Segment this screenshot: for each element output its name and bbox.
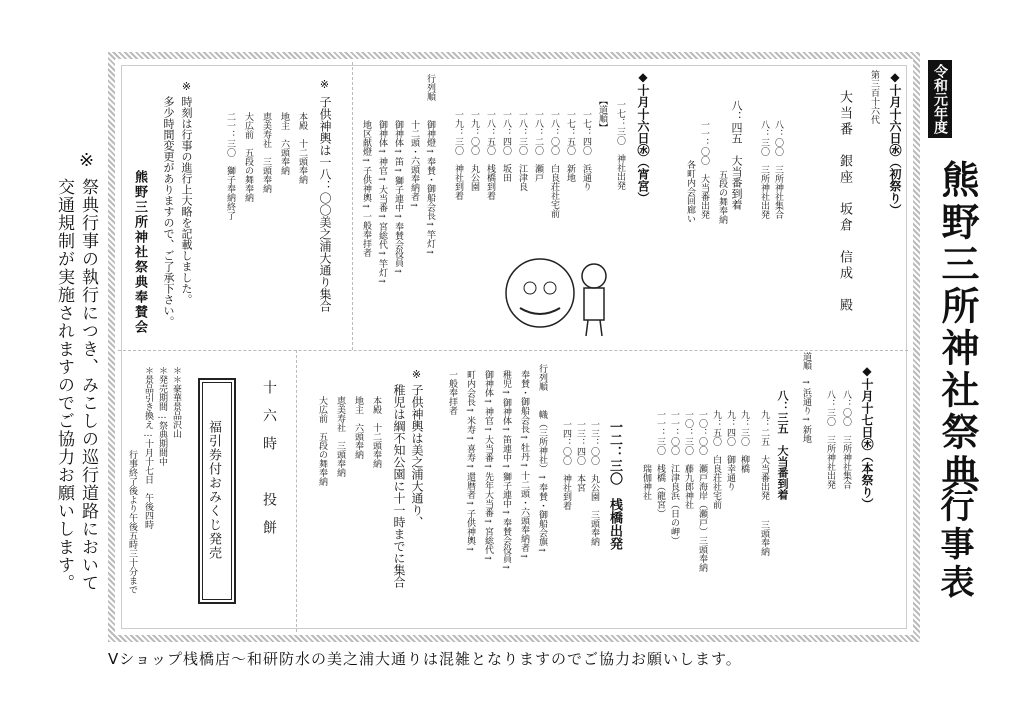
kids2-row-1: 地主 六頭奉納 [353,396,363,459]
kids2-line2: 稚児は綱不知公園に十一時までに集合 [392,384,406,588]
day1b-route-2: 一八：〇〇 白良荘社宅前 [549,110,559,218]
kids2-line1: 子供神輿は美之浦大通り、 [410,384,424,528]
day2-row-7: 瑞伽神社 [641,410,651,500]
day1b-route-label: 【道順】 [597,96,607,132]
traffic-notice-mark: ※ [76,150,97,171]
sanbashi-order-1: 幟（三所神社）→奉賛・御船会旗→ [537,410,547,556]
day2-route-label: 道順 [801,352,811,370]
day2-s2: 八：三〇 三所神社出発 [825,390,835,489]
divider-vertical-top [352,62,353,350]
note-mark: ※ [180,80,193,93]
kids-row-2: 恵美寿社 三頭奉納 [261,112,271,193]
sanbashi-order-6: 一般奉拝者 [447,370,457,415]
traffic-notice-line2: 交通規制が実施されますのでご協力お願いします。 [54,178,74,592]
page-subtitle: 行事表 [934,488,974,602]
day1b-route-7: 一九：〇〇 丸公園 [469,110,479,191]
day2-arrival-sub: 九：二五 大当番出発 [759,410,769,500]
day1-s3-note: 各町内会回廊い [685,160,695,223]
day1-role: 第三百十六代 [869,70,879,124]
note-line1: 時刻は行事の進行上大略を記載しました。 [180,96,193,305]
day1b-route-1: 一七：五〇 新地 [565,110,575,182]
sanbashi-order-4: 御神体→神官→大当番→先年大当番→宮総代→ [483,370,493,564]
kids-line1: 子供神輿は一八：〇〇美之浦大通り集合 [318,96,332,312]
kids-row-0: 本殿 十二頭奉納 [297,112,307,184]
kids-row-3: 大広前 五段の舞奉納 [243,112,253,202]
lottery-title: 福引券付おみくじ発売 [206,420,221,560]
day2-row-6: 一一：三〇 桟橋（龍宮） [655,410,665,518]
page-title: 熊野三所神社祭典 [935,160,979,496]
day2-heading: ◆十月十七日㊍（本祭り） [860,364,874,510]
kids2-row-2: 恵美寿社 三頭奉納 [335,396,345,477]
day1b-order-3: 御神体→笛→獅子連中→奉賛会役員→ [393,120,403,277]
day2-arrival: 八：三五 大当番到着 [776,390,789,500]
day1b-route-3: 一八：二〇 瀬戸 [533,110,543,182]
day1b-route-5: 一八：四〇 坂田 [501,110,511,182]
sanbashi-order-3: 稚児→御神体→笛連中→獅子連中→奉賛会役員→ [501,370,511,573]
sanbashi-order-2: 奉賛・御船会長→牡丹→十二頭・六頭奉納者→ [519,370,529,562]
sanbashi-order-label: 行列順 [537,364,547,391]
day1-s3: 一一：〇〇 大当番出発 [699,120,709,219]
day1-s2: 八：三〇 三所神社出発 [759,120,769,219]
sanbashi-row-1: 一三：四〇 本宮 [575,420,585,492]
lottery-line1: ＊＊豪華景品沢山 [171,366,181,438]
sanbashi-time: 一二：三〇 桟橋出発 [607,420,622,550]
lottery-line3: ＊景品引き換え…十月十七日 午後四時 [143,366,153,529]
day2-route-arrow: →浜通り→新地 [801,378,811,443]
day1-arrival-note: 五段の舞奉納 [717,170,727,224]
day1b-order-2: 十二頭・六頭奉納者→ [409,120,419,211]
day2-row-5: 一一：〇〇 江津良浜（日の岬） [669,410,679,545]
sanbashi-row-2: 一四：〇〇 神社到着 [561,420,571,510]
sanbashi-row-0: 一三：〇〇 丸公園 三頭奉納 [589,420,599,546]
day1b-s1: 一七：三〇 神社出発 [615,100,625,190]
day1b-route-0: 一七：四〇 浜通り [581,110,591,191]
day1-arrival: 八：四五 大当番到着 [730,100,743,210]
sanbashi-order-5: 町内会長→米寿→喜寿→還暦者→子供神輿→ [465,370,475,555]
day1b-route-6: 一八：五〇 桟橋到着 [485,110,495,200]
kids-mark: ※ [318,78,331,91]
day2-row-3: 一〇：〇〇 瀬戸海岸（瀬戸）三頭奉納 [697,410,707,572]
kids-row-4: 二一：三〇 獅子奉納終了 [225,112,235,220]
divider-horizontal [118,350,908,351]
note-line2: 多少時間変更がありますので、ご了承下さい。 [162,96,175,327]
day1-heading: ◆十月十六日㊌（初祭り） [888,70,902,216]
traffic-notice-line1: 祭典行事の執行につき、みこしの巡行道路において [78,178,98,592]
day1b-order-1: 御神燈→奉賛・御船会長→竿灯→ [425,120,435,258]
day1-title: 大当番 銀座 坂倉 信成 殿 [837,90,852,314]
day1-s1: 八：〇〇 三所神社集合 [773,120,783,219]
day1b-route-8: 一九：三〇 神社到着 [453,110,463,200]
kids-row-1: 地主 六頭奉納 [279,112,289,175]
kids2-row-0: 本殿 十二頭奉納 [371,396,381,468]
era-badge: 令和元年度 [928,60,952,138]
day2-arrival-note: 三頭奉納 [759,520,769,556]
mochi-throwing: 十六時 投餅 [261,380,277,548]
shishi-mascot-illustration [500,248,620,338]
footer-notice: Vショップ桟橋店～和研防水の美之浦大通りは混雑となりますのでご協力お願いします。 [108,650,742,668]
day2-row-1: 九：四〇 御幸通り [725,410,735,491]
day2-row-4: 一〇：三〇 藤九郎神社 [683,410,693,509]
lottery-line2: ＊発売期間…祭典期間中 [157,366,167,466]
day1b-route-4: 一八：三〇 江津良 [517,110,527,191]
day1b-order-5: 地区献燈→子供神輿→一般奉拝者 [361,120,371,257]
day1b-order-4: 御神体→神官→大当番→宮総代→竿灯→ [377,120,387,287]
day2-row-2: 九：五〇 白良荘社宅前 [711,410,721,509]
kids2-mark: ※ [410,368,423,381]
day2-row-0: 九：三〇 柳橋 [739,410,749,473]
lottery-line4: 行事終了後より午後五時三十分まで [127,450,137,594]
divider-vertical-bottom [296,350,297,632]
day1b-order-label: 行列順 [425,74,435,101]
day2-s1: 八：〇〇 三所神社集合 [841,390,851,489]
note-signature: 熊野三所神社祭典奉賛会 [132,170,147,335]
day1b-heading: ◆十月十六日㊌（宵宮） [636,70,650,204]
kids2-row-3: 大広前 五段の舞奉納 [317,396,327,486]
